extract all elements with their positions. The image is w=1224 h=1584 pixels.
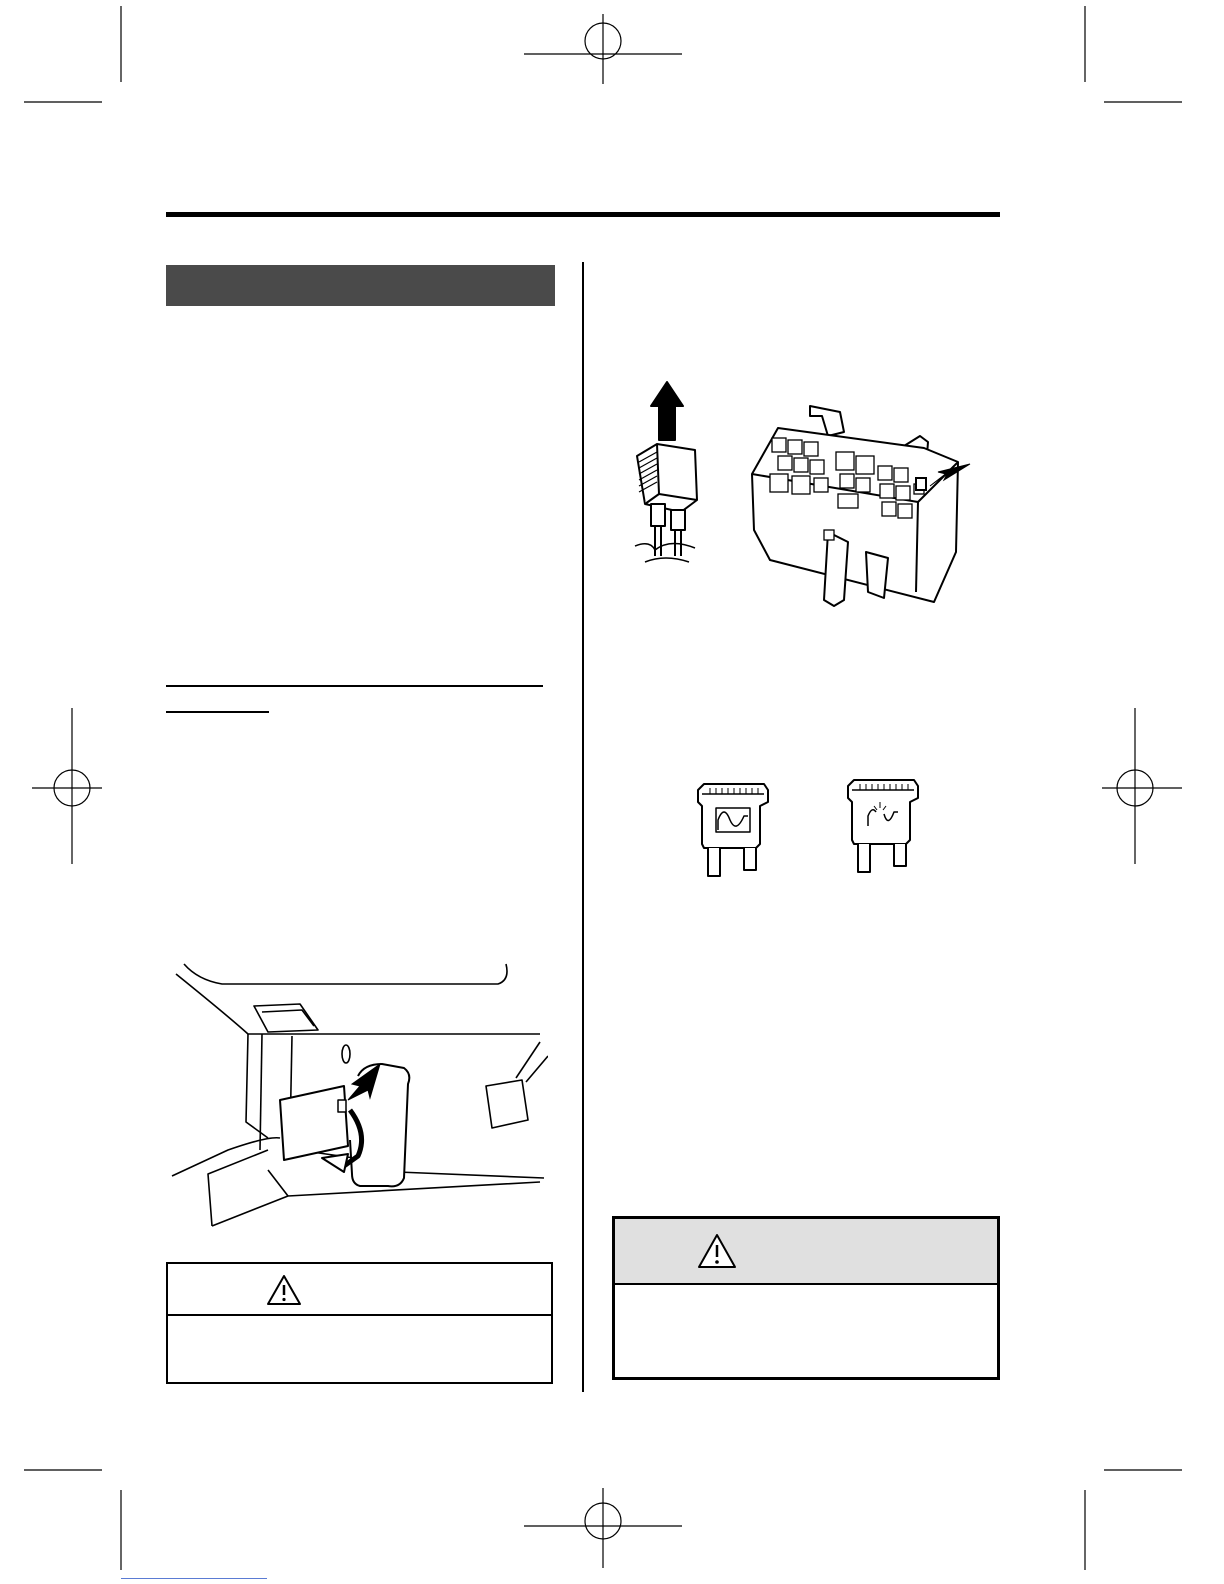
subheading-underline-2 [166, 711, 269, 713]
warning-box [166, 1262, 553, 1384]
section-heading-bar [166, 265, 555, 306]
good-fuse-illustration [690, 780, 770, 882]
registration-mark-right [1102, 708, 1182, 864]
footer-link-underline [121, 1578, 267, 1579]
column-divider [582, 262, 584, 1392]
fuse-cover-removal-illustration [168, 960, 548, 1230]
blown-fuse-illustration [840, 776, 920, 878]
warning-header [168, 1264, 551, 1316]
warning-triangle-icon [266, 1274, 302, 1306]
registration-mark-left [32, 708, 102, 864]
caution-header [615, 1219, 997, 1285]
warning-triangle-icon [697, 1233, 737, 1269]
registration-mark-bottom [524, 1488, 682, 1568]
fuse-puller-illustration [625, 378, 705, 573]
subheading-underline [166, 685, 543, 687]
caution-box [612, 1216, 1000, 1380]
fuse-block-illustration [748, 402, 973, 612]
registration-mark-top [524, 14, 682, 84]
header-rule [166, 212, 1000, 217]
